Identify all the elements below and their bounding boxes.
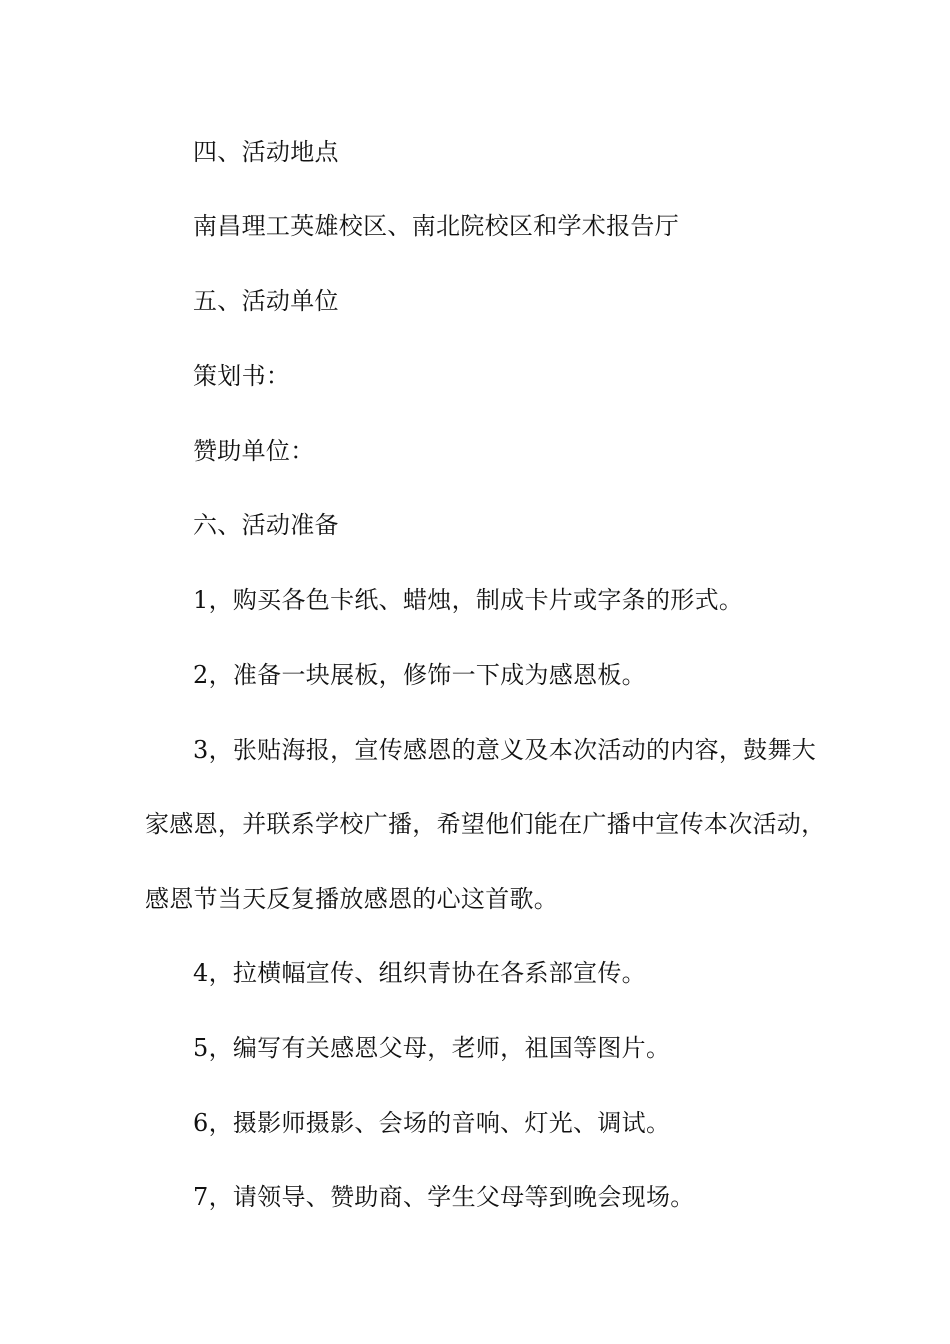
list-item-6: 6，摄影师摄影、会场的音响、灯光、调试。 [193, 1109, 671, 1137]
paragraph-sponsor: 赞助单位： [193, 437, 315, 465]
list-item-3-line-2: 家感恩，并联系学校广播，希望他们能在广播中宣传本次活动， [145, 810, 826, 838]
paragraph-location: 南昌理工英雄校区、南北院校区和学术报告厅 [193, 212, 679, 240]
section-heading-units: 五、活动单位 [193, 287, 339, 315]
list-item-3-line-1: 3，张贴海报，宣传感恩的意义及本次活动的内容，鼓舞大 [193, 736, 817, 764]
list-item-1: 1，购买各色卡纸、蜡烛，制成卡片或字条的形式。 [193, 586, 744, 614]
paragraph-planner: 策划书： [193, 362, 291, 390]
list-item-7: 7，请领导、赞助商、学生父母等到晚会现场。 [193, 1183, 695, 1211]
list-item-3-line-3: 感恩节当天反复播放感恩的心这首歌。 [145, 885, 559, 913]
section-heading-location: 四、活动地点 [193, 138, 339, 166]
section-heading-preparation: 六、活动准备 [193, 511, 339, 539]
list-item-5: 5，编写有关感恩父母，老师，祖国等图片。 [193, 1034, 671, 1062]
list-item-2: 2，准备一块展板，修饰一下成为感恩板。 [193, 661, 646, 689]
list-item-4: 4，拉横幅宣传、组织青协在各系部宣传。 [193, 959, 646, 987]
